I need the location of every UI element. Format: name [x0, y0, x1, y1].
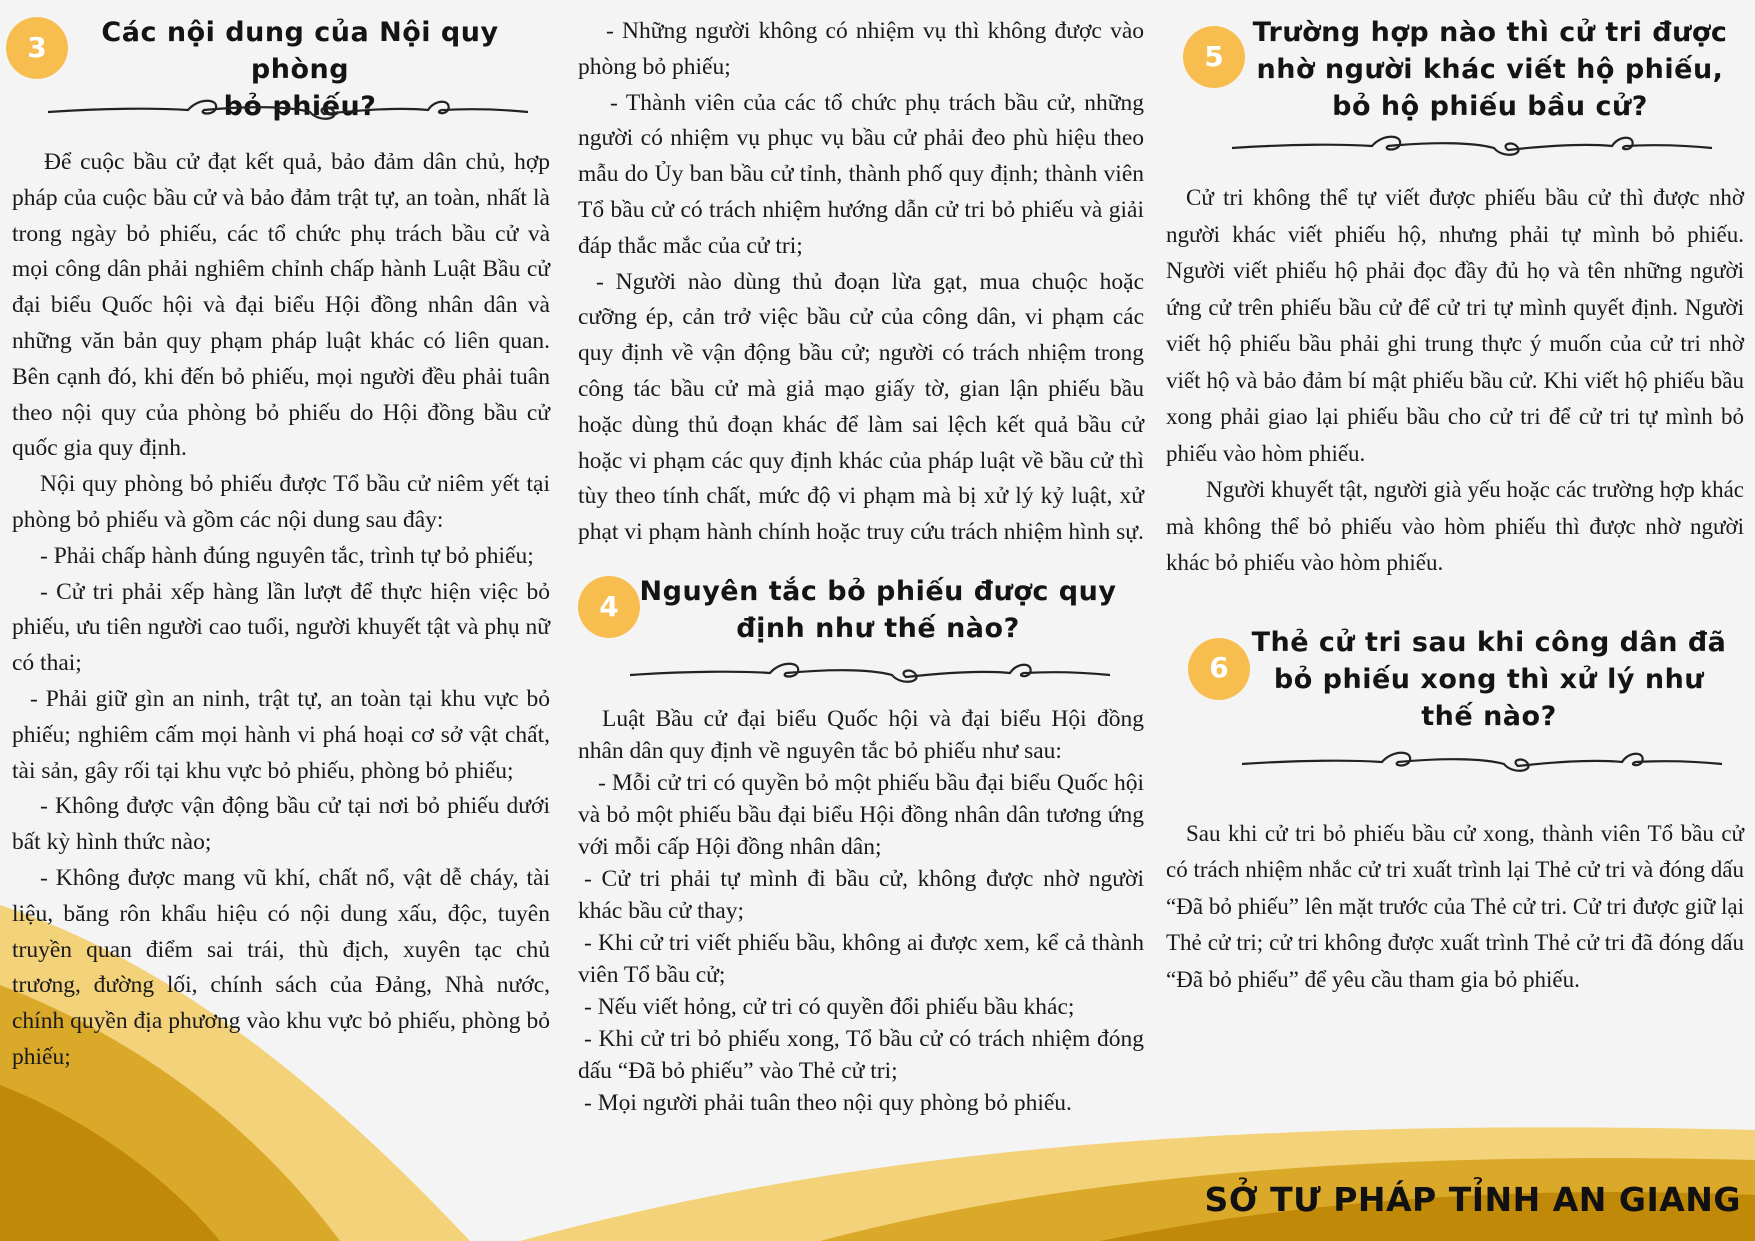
ornamental-divider-icon — [630, 655, 1110, 689]
list-item: - Thành viên của các tổ chức phụ trách bầu cử, những người có nhiệm vụ phục vụ bầu cử phải đeo phù hiệu theo mẫu do Ủy ban bầu cử tỉnh, thành phố quy định; thành viên Tổ bầu cử có trách nhiệm hướng dẫn cử tri bỏ phiếu và giải đáp thắc mắc của cử tri; — [578, 89, 1144, 259]
section-number-badge: 4 — [578, 576, 640, 638]
organization-name: SỞ TƯ PHÁP TỈNH AN GIANG — [1204, 1180, 1741, 1219]
list-item: - Người nào dùng thủ đoạn lừa gạt, mua chuộc hoặc cưỡng ép, cản trở việc bầu cử của công dân, vi phạm các quy định về vận động bầu cử; người có trách nhiệm trong công tác bầu cử mà giả mạo giấy tờ, gian lận phiếu bầu hoặc dùng thủ đoạn khác để làm sai lệch kết quả bầu cử hoặc vi phạm các quy định khác của pháp luật về bầu cử thì tùy theo tính chất, mức độ vi phạm mà bị xử lý kỷ luật, xử phạt vi phạm hành chính hoặc truy cứu trách nhiệm hình sự. — [578, 268, 1144, 546]
ornamental-divider-icon — [1232, 128, 1712, 162]
section-title: Nguyên tắc bỏ phiếu được quy định như thế nào? — [639, 575, 1117, 644]
ornamental-divider-icon — [1242, 744, 1722, 778]
column-2 — [578, 0, 1144, 1119]
list-item: - Không được vận động bầu cử tại nơi bỏ phiếu dưới bất kỳ hình thức nào; — [12, 793, 550, 856]
section-3-header — [12, 0, 550, 127]
list-item: - Cử tri phải xếp hàng lần lượt để thực hiện việc bỏ phiếu, ưu tiên người cao tuổi, người khuyết tật và phụ nữ có thai; — [12, 578, 550, 677]
list-item: - Không được mang vũ khí, chất nổ, vật dễ cháy, tài liệu, băng rôn khẩu hiệu có nội dung xấu, độc, tuyên truyền quan điểm sai trái, thù địch, xuyên tạc chủ trương, đường lối, chính sách của Đảng, Nhà nước, chính quyền địa phương vào khu vực bỏ phiếu, phòng bỏ phiếu; — [12, 864, 550, 1070]
section-number-badge: 3 — [6, 17, 68, 79]
paragraph: Luật Bầu cử đại biểu Quốc hội và đại biểu Hội đồng nhân dân quy định về nguyên tắc bỏ phiếu như sau: — [578, 705, 1144, 764]
section-number-badge: 6 — [1188, 638, 1250, 700]
column-3 — [1166, 0, 1744, 998]
section-number-badge: 5 — [1183, 26, 1245, 88]
list-item: - Cử tri phải tự mình đi bầu cử, không được nhờ người khác bầu cử thay; — [578, 865, 1144, 924]
list-item: - Phải chấp hành đúng nguyên tắc, trình tự bỏ phiếu; — [40, 542, 534, 569]
section-6-header — [1166, 582, 1744, 794]
paragraph: Nội quy phòng bỏ phiếu được Tổ bầu cử niêm yết tại phòng bỏ phiếu và gồm các nội dung sau đây: — [12, 471, 550, 533]
paragraph: Để cuộc bầu cử đạt kết quả, bảo đảm dân chủ, hợp pháp của cuộc bầu cử và bảo đảm trật tự, an toàn, nhất là trong ngày bỏ phiếu, các tổ chức phụ trách bầu cử và mọi công dân phải nghiêm chỉnh chấp hành Luật Bầu cử đại biểu Quốc hội và đại biểu Hội đồng nhân dân và những văn bản quy phạm pháp luật khác có liên quan. Bên cạnh đó, khi đến bỏ phiếu, mọi người đều phải tuân theo nội quy của phòng bỏ phiếu do Hội đồng bầu cử quốc gia quy định. — [12, 149, 550, 462]
section-5-header — [1166, 0, 1744, 164]
list-item: - Khi cử tri bỏ phiếu xong, Tổ bầu cử có trách nhiệm đóng dấu “Đã bỏ phiếu” vào Thẻ cử tri; — [578, 1025, 1144, 1084]
ornamental-divider-icon — [48, 92, 528, 126]
section-title: Trường hợp nào thì cử tri được nhờ người khác viết hộ phiếu, bỏ hộ phiếu bầu cử? — [1252, 17, 1728, 122]
section-4-header — [578, 551, 1144, 689]
paragraph: Người khuyết tật, người già yếu hoặc các trường hợp khác mà không thể bỏ phiếu vào hòm phiếu thì được nhờ người khác bỏ phiếu vào hòm phiếu. — [1166, 477, 1744, 575]
list-item: - Phải giữ gìn an ninh, trật tự, an toàn tại khu vực bỏ phiếu; nghiêm cấm mọi hành vi phá hoại cơ sở vật chất, tài sản, gây rối tại khu vực bỏ phiếu, phòng bỏ phiếu; — [12, 685, 550, 784]
paragraph: Sau khi cử tri bỏ phiếu bầu cử xong, thành viên Tổ bầu cử có trách nhiệm nhắc cử tri xuất trình lại Thẻ cử tri và đóng dấu “Đã bỏ phiếu” lên mặt trước của Thẻ cử tri. Cử tri được giữ lại Thẻ cử tri; cử tri không được xuất trình Thẻ cử tri đã đóng dấu “Đã bỏ phiếu” để yêu cầu tham gia bỏ phiếu. — [1166, 820, 1744, 992]
list-item: - Mỗi cử tri có quyền bỏ một phiếu bầu đại biểu Quốc hội và bỏ một phiếu bầu đại biểu Hội đồng nhân dân tương ứng với mỗi cấp Hội đồng nhân dân; — [578, 769, 1144, 860]
list-item: - Khi cử tri viết phiếu bầu, không ai được xem, kể cả thành viên Tổ bầu cử; — [578, 929, 1144, 988]
list-item: - Nếu viết hỏng, cử tri có quyền đổi phiếu bầu khác; — [584, 993, 1075, 1020]
list-item: - Mọi người phải tuân theo nội quy phòng bỏ phiếu. — [584, 1089, 1072, 1116]
column-1 — [12, 0, 550, 1076]
paragraph: Cử tri không thể tự viết được phiếu bầu cử thì được nhờ người khác viết phiếu hộ, nhưng phải tự mình bỏ phiếu. Người viết phiếu hộ phải đọc đầy đủ họ và tên những người ứng cử trên phiếu bầu cử để cử tri tự mình quyết định. Người viết hộ phiếu bầu phải ghi trung thực ý muốn của cử tri nhờ viết hộ và bảo đảm bí mật phiếu bầu cử. Khi viết hộ phiếu bầu xong phải giao lại phiếu bầu cho cử tri để cử tri tự mình bỏ phiếu vào hòm phiếu. — [1166, 185, 1744, 466]
section-title: Các nội dung của Nội quy phòng bỏ phiếu? — [101, 17, 499, 122]
list-item: - Những người không có nhiệm vụ thì không được vào phòng bỏ phiếu; — [578, 18, 1144, 80]
section-title: Thẻ cử tri sau khi công dân đã bỏ phiếu xong thì xử lý như thế nào? — [1251, 626, 1727, 732]
